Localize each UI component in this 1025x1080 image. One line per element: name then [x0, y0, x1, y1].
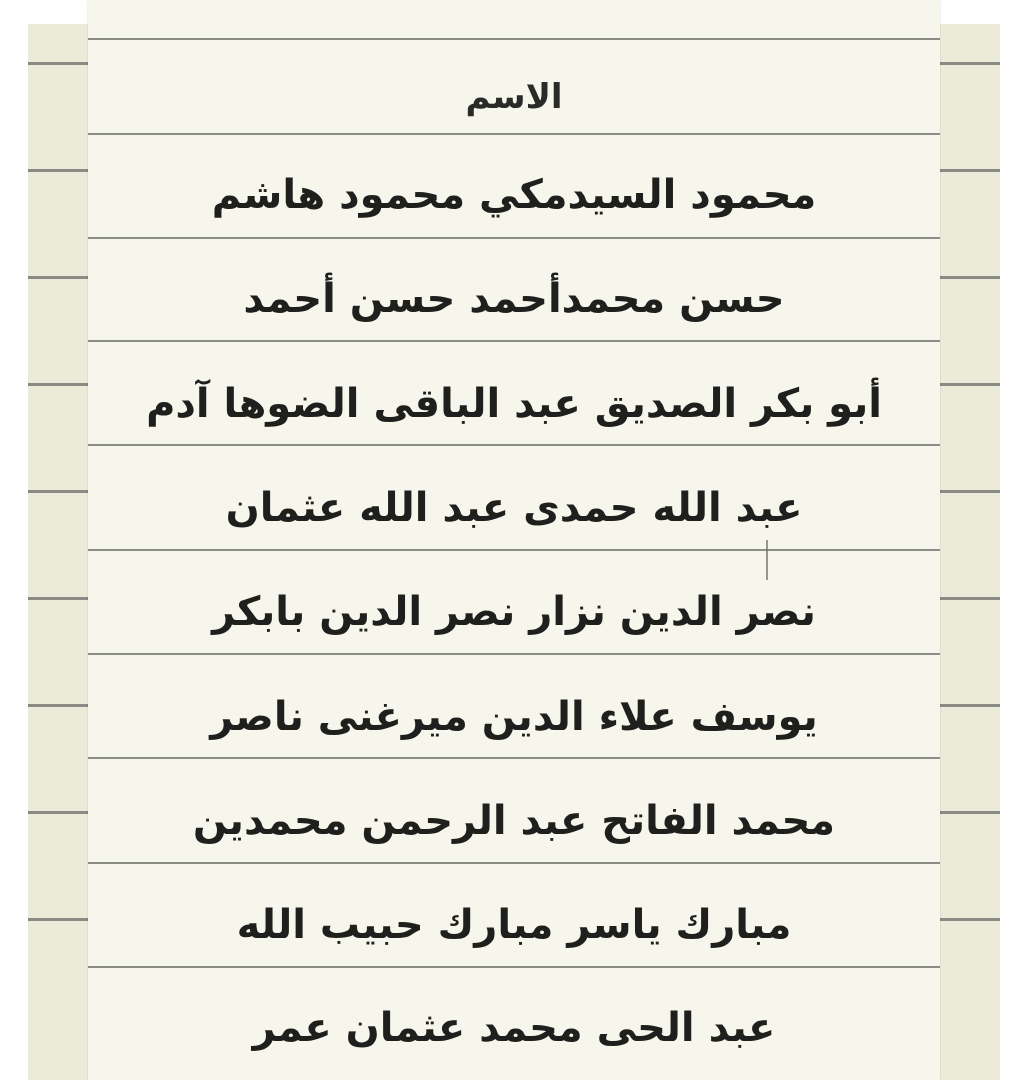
name-entry: أبو بكر الصديق عبد الباقى الضوها آدم: [146, 381, 882, 427]
name-entry: محمد الفاتح عبد الرحمن محمدين: [192, 798, 836, 844]
name-entry: يوسف علاء الدين ميرغنى ناصر: [210, 694, 818, 740]
name-entry: عبد الحى محمد عثمان عمر: [252, 1005, 776, 1051]
name-entry: نصر الدين نزار نصر الدين بابكر: [212, 589, 816, 635]
rule-line: [88, 133, 940, 135]
paper-sheet: [88, 0, 940, 1080]
column-header: الاسم: [465, 77, 563, 117]
name-entry: حسن محمدأحمد حسن أحمد: [243, 276, 785, 322]
rule-line: [88, 38, 940, 40]
name-entry: عبد الله حمدى عبد الله عثمان: [225, 485, 803, 531]
name-entry: مبارك ياسر مبارك حبيب الله: [236, 902, 792, 948]
name-entry: محمود السيدمكي محمود هاشم: [211, 172, 817, 218]
